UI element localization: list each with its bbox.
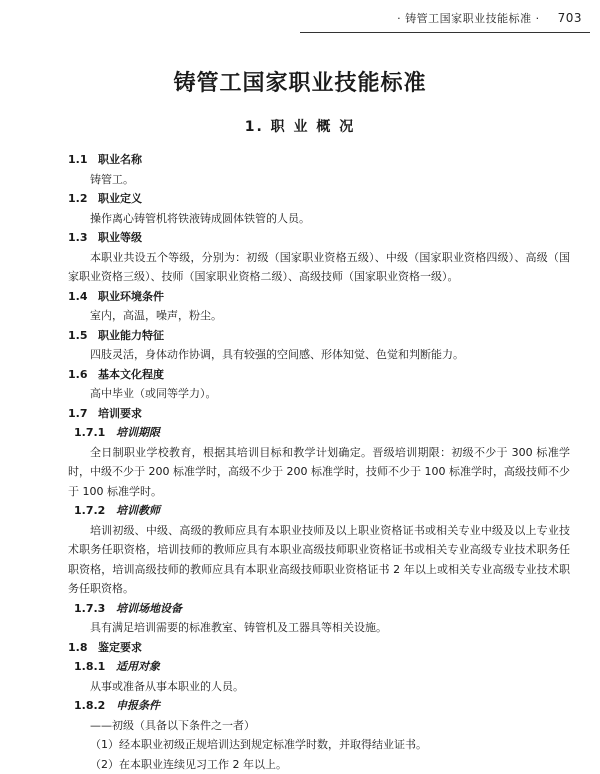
body-1-6: 高中毕业（或同等学力）。 (68, 384, 570, 404)
heading-1-6: 1.6 基本文化程度 (68, 365, 570, 385)
list-item: （1）经本职业初级正规培训达到规定标准学时数，并取得结业证书。 (68, 735, 570, 755)
heading-1-2: 1.2 职业定义 (68, 189, 570, 209)
body-1-2: 操作离心铸管机将铁液铸成圆体铁管的人员。 (68, 209, 570, 229)
heading-1-4: 1.4 职业环境条件 (68, 287, 570, 307)
heading-1-7-3: 1.7.3 培训场地设备 (68, 599, 570, 619)
heading-1-3: 1.3 职业等级 (68, 228, 570, 248)
body-1-7-3: 具有满足培训需要的标准教室、铸管机及工器具等相关设施。 (68, 618, 570, 638)
header-rule (300, 32, 590, 33)
document-body (68, 150, 570, 774)
body-1-7-1: 全日制职业学校教育，根据其培训目标和教学计划确定。晋级培训期限：初级不少于 300 标准学时，中级不少于 200 标准学时，高级不少于 200 标准学时，技师不少于 100 标准学时，高级技师不少于 100 标准学时。 (68, 443, 570, 502)
running-header (0, 6, 600, 32)
heading-1-7-1: 1.7.1 培训期限 (68, 423, 570, 443)
heading-1-1: 1.1 职业名称 (68, 150, 570, 170)
body-1-4: 室内，高温，噪声，粉尘。 (68, 306, 570, 326)
section-heading: 1. 职 业 概 况 (0, 116, 600, 136)
body-1-5: 四肢灵活，身体动作协调，具有较强的空间感、形体知觉、色觉和判断能力。 (68, 345, 570, 365)
running-title: · 铸管工国家职业技能标准 · (397, 12, 540, 25)
list-item: ——初级（具备以下条件之一者） (68, 716, 570, 736)
heading-1-8-1: 1.8.1 适用对象 (68, 657, 570, 677)
body-1-1: 铸管工。 (68, 170, 570, 190)
body-1-3: 本职业共设五个等级，分别为：初级（国家职业资格五级）、中级（国家职业资格四级）、高级（国家职业资格三级）、技师（国家职业资格二级）、高级技师（国家职业资格一级）。 (68, 248, 570, 287)
heading-1-8: 1.8 鉴定要求 (68, 638, 570, 658)
page-number: 703 (558, 11, 582, 25)
document-title: 铸管工国家职业技能标准 (0, 66, 600, 97)
body-1-7-2: 培训初级、中级、高级的教师应具有本职业技师及以上职业资格证书或相关专业中级及以上专业技术职务任职资格，培训技师的教师应具有本职业高级技师职业资格证书或相关专业高级专业技术职务任职资格，培训高级技师的教师应具有本职业高级技师职业资格证书 2 年以上或相关专业高级专业技术职务任职资格。 (68, 521, 570, 599)
list-item: （2）在本职业连续见习工作 2 年以上。 (68, 755, 570, 774)
heading-1-5: 1.5 职业能力特征 (68, 326, 570, 346)
heading-1-8-2: 1.8.2 申报条件 (68, 696, 570, 716)
heading-1-7: 1.7 培训要求 (68, 404, 570, 424)
heading-1-7-2: 1.7.2 培训教师 (68, 501, 570, 521)
body-1-8-1: 从事或准备从事本职业的人员。 (68, 677, 570, 697)
